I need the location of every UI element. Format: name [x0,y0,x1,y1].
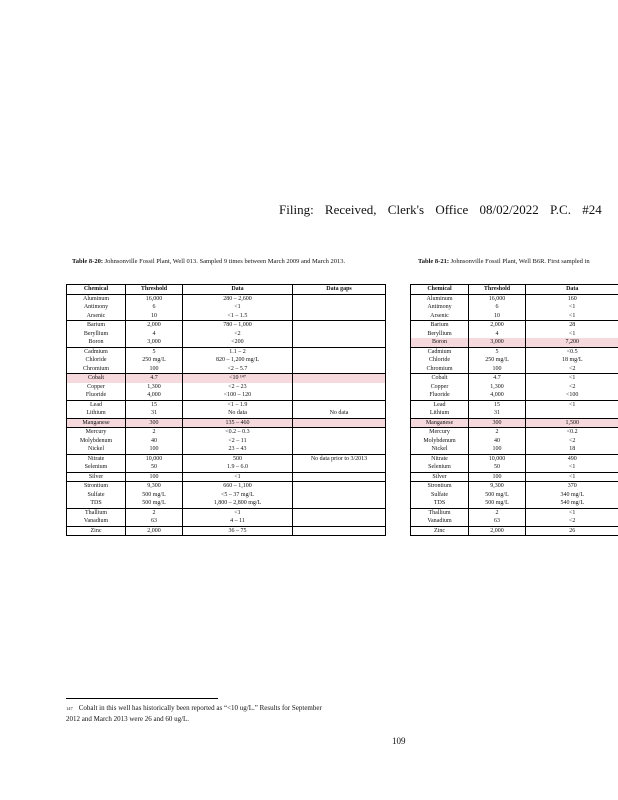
table2-caption-label: Table 8-21: [418,258,449,265]
table-row [411,463,618,472]
table-cell: <2 [183,330,293,339]
table-cell: Boron [67,338,126,347]
table-cell: <1 [183,303,293,312]
table-row [67,445,386,454]
table-cell: <2 – 5.7 [183,365,293,374]
table-row [411,418,618,428]
table-cell [293,472,386,482]
table-cell: 36 – 75 [183,526,293,536]
table-cell: 2 [126,508,183,517]
table-row [67,482,386,491]
table-cell: 100 [469,445,526,454]
table-cell: Sulfate [411,491,469,500]
table-cell: 1.9 – 6.0 [183,463,293,472]
table-cell: No data [293,409,386,418]
table1-caption-text: Johnsonville Fossil Plant, Well 013. Sampled 9 times between March 2009 and March 2013. [104,258,346,265]
table-cell [293,321,386,330]
table-cell: 500 mg/L [469,499,526,508]
col-header: Threshold [126,285,183,295]
table-cell: 6 [126,303,183,312]
col-header: Data [526,285,618,295]
table-cell: Zinc [67,526,126,536]
table-row [411,428,618,437]
table-row [411,330,618,339]
table-cell: Aluminum [411,294,469,303]
table-cell [293,445,386,454]
table-row [411,517,618,526]
table-cell: 500 [183,454,293,463]
table-cell: 4,000 [126,391,183,400]
table-cell: <0.2 [526,428,618,437]
col-header: Data gaps [293,285,386,295]
table-cell: 9,300 [126,482,183,491]
table-cell: <1 [569,312,576,319]
table-cell: Vanadium [67,517,126,526]
table-cell: 4 [126,330,183,339]
table-row [67,428,386,437]
table-row [67,383,386,392]
table-cell: 9,300 [469,482,526,491]
table-cell: No data [183,409,293,418]
table-cell: <1 [526,400,618,409]
footnote-divider [66,698,218,699]
table-cell [293,312,386,321]
col-header: Data [183,285,293,295]
table-cell [293,491,386,500]
table-cell: Cobalt [67,374,126,383]
table-cell [293,463,386,472]
table-cell: 4.7 [126,374,183,383]
table-cell: 780 – 1,000 [183,321,293,330]
table-cell: Arsenic [411,312,469,321]
col-header: Chemical [411,285,469,295]
table-cell: 26 [526,526,618,536]
table-row [67,508,386,517]
footnote-line-1: Cobalt in this well has historically been reported as “<10 ug/L.” Results for September [78,704,322,712]
table-cell: 340 mg/L [560,491,584,498]
table-cell: Beryllium [67,330,126,339]
table-cell: 280 – 2,600 [183,294,293,303]
table-row [411,491,618,500]
filing-stamp: Filing: Received, Clerk's Office 08/02/2022 P.C. #24 [279,202,602,217]
table-cell: Barium [67,321,126,330]
table-cell: <200 [183,338,293,347]
table-cell: <2 – 11 [183,437,293,446]
table-cell: Nickel [67,445,126,454]
table-cell [293,437,386,446]
table-row [67,294,386,303]
table-row [67,463,386,472]
table-row [67,391,386,400]
table-row [411,445,618,454]
table-row [411,303,618,312]
table-cell: Arsenic [67,312,126,321]
table-cell: TDS [411,499,469,508]
table-cell: 2 [469,428,526,437]
table-cell: 18 mg/L [562,357,583,363]
table-cell: 2 [126,428,183,437]
table-row [67,338,386,347]
table-cell: <100 – 120 [183,391,293,400]
table-cell: Cadmium [67,347,126,356]
table-cell: Manganese [411,418,469,428]
table-cell: 10 [469,312,526,321]
table-cell: <2 [569,437,576,444]
table-cell: Selenium [67,463,126,472]
table-cell: <1 [183,472,293,482]
table-cell: 6 [469,303,526,312]
table-cell: Chloride [67,356,126,365]
table-cell [293,356,386,365]
table-cell: Lithium [411,409,469,418]
table-cell [293,365,386,374]
table-cell: <1 – 1.5 [183,312,293,321]
table-cell: <1 [526,374,618,383]
table-cell: 1.1 – 2 [183,347,293,356]
table-row [67,400,386,409]
table-cell: 4.7 [469,374,526,383]
footnote-line-2: 2012 and March 2013 were 26 and 60 ug/L. [66,715,190,723]
table-cell: <1 [183,508,293,517]
table-cell: 250 mg/L [126,356,183,365]
table-row [67,409,386,418]
table1 [66,284,386,536]
table-cell: <1 [526,508,618,517]
table-cell: Thallium [67,508,126,517]
table-row [411,499,618,508]
table-cell: Selenium [411,463,469,472]
table-cell: Strontium [67,482,126,491]
table-cell [293,338,386,347]
table-cell: 16,000 [126,294,183,303]
table-row [67,472,386,482]
table-cell: 3,000 [126,338,183,347]
table-row [67,303,386,312]
table-cell: No data prior to 3/2013 [293,454,386,463]
table-cell: <5 – 37 mg/L [183,491,293,500]
col-header: Threshold [469,285,526,295]
table-row [411,409,618,418]
table-row [67,347,386,356]
table-cell: Copper [411,383,469,392]
table-cell: <1 [569,304,576,310]
table-cell: <1 – 1.9 [183,400,293,409]
table-cell: Mercury [67,428,126,437]
table-cell: 1,300 [469,383,526,392]
table-cell: 370 [526,482,618,491]
table-cell: 31 [469,409,526,418]
table-row [67,526,386,536]
table-cell: 2,000 [126,321,183,330]
table-cell: 300 [126,418,183,428]
table-cell: 660 – 1,100 [183,482,293,491]
table-row [67,418,386,428]
table-cell: Silver [411,472,469,482]
table-cell [293,428,386,437]
table2-caption-text: Johnsonville Fossil Plant, Well B6R. First sampled in [450,258,590,265]
table-cell: 2,000 [469,321,526,330]
table-cell: <0.2 – 0.3 [183,428,293,437]
table-row [411,472,618,482]
table-cell: 31 [126,409,183,418]
table-cell: 10,000 [126,454,183,463]
footnote-marker: 147 [66,706,73,711]
page-number: 109 [392,736,406,746]
table1-caption [72,257,375,266]
table-cell: 500 mg/L [126,499,183,508]
table-row [411,294,618,303]
table-row [411,338,618,347]
table-cell [293,482,386,491]
table-cell [293,517,386,526]
table-row [411,526,618,536]
table-cell: <2 [569,383,576,390]
table-cell [293,526,386,536]
table-cell: Lead [67,400,126,409]
table-cell: <1 [569,330,576,337]
table-row [411,321,618,330]
table-cell: <1 [569,464,576,470]
table-row [411,383,618,392]
table-cell: Thallium [411,508,469,517]
table-cell: Lithium [67,409,126,418]
table-cell: 100 [469,472,526,482]
table-cell: Fluoride [67,391,126,400]
table-cell: Nitrate [411,454,469,463]
table-cell: 63 [126,517,183,526]
table-row [67,374,386,383]
table-cell: Nickel [411,445,469,454]
table-cell: 28 [526,321,618,330]
table-row [411,400,618,409]
table-cell: Cadmium [411,347,469,356]
table-cell: Antimony [67,303,126,312]
table-cell [293,418,386,428]
table1-caption-label: Table 8-20: [72,258,103,265]
table-cell: 16,000 [469,294,526,303]
table-cell: 300 [469,418,526,428]
table-cell: Sulfate [67,491,126,500]
table-cell: 100 [126,445,183,454]
table-row [411,365,618,374]
table-cell [293,294,386,303]
table-row [67,312,386,321]
table-cell: 18 [569,446,576,452]
table-cell: 15 [126,400,183,409]
table-row [411,508,618,517]
table-cell: Silver [67,472,126,482]
table-cell: Zinc [411,526,469,536]
table-row [67,491,386,500]
table-cell: 63 [469,517,526,526]
table-cell: Antimony [411,303,469,312]
table-cell: Aluminum [67,294,126,303]
table-cell: Chromium [411,365,469,374]
table-cell [293,374,386,383]
table-row [67,321,386,330]
table-cell: Copper [67,383,126,392]
table-row [411,391,618,400]
table-cell: 7,200 [526,338,618,347]
table-cell: 100 [469,365,526,374]
table-cell: 820 – 1,200 mg/L [183,356,293,365]
table-cell: <1 [526,472,618,482]
table-cell: Beryllium [411,330,469,339]
table-row [67,365,386,374]
table-cell: Cobalt [411,374,469,383]
table-cell: 100 [126,472,183,482]
table-cell: <10 ¹⁴⁷ [183,374,293,383]
table-cell: 15 [469,400,526,409]
table-cell: 490 [526,454,618,463]
table-cell: Chloride [411,356,469,365]
table-row [67,499,386,508]
table-cell: <2 – 23 [183,383,293,392]
table-cell: 160 [567,295,577,302]
table-cell: 1,500 [526,418,618,428]
table-row [67,454,386,463]
table-cell: Molybdenum [67,437,126,446]
table-row [67,517,386,526]
table-cell [293,508,386,517]
table-cell: Mercury [411,428,469,437]
table-row [67,330,386,339]
table-cell: Nitrate [67,454,126,463]
table-cell: <100 [566,392,579,398]
table-row [411,374,618,383]
table-cell: TDS [67,499,126,508]
table-cell: Chromium [67,365,126,374]
table-cell: 4 – 11 [183,517,293,526]
table-cell: Vanadium [411,517,469,526]
table-cell [293,303,386,312]
table2-header-row [411,285,618,295]
table-cell: <2 [569,365,576,372]
table-cell: 40 [469,437,526,446]
table-cell: 50 [126,463,183,472]
table-cell: 23 – 43 [183,445,293,454]
table-row [411,347,618,356]
table-cell [293,347,386,356]
table-row [67,437,386,446]
table-row [411,482,618,491]
table-cell: Lead [411,400,469,409]
table-cell: Barium [411,321,469,330]
table-cell [293,391,386,400]
table-cell: 50 [469,463,526,472]
table-cell: 5 [126,347,183,356]
table-row [411,454,618,463]
table-cell: 500 mg/L [469,491,526,500]
table-cell: 1,800 – 2,800 mg/L [183,499,293,508]
table-cell: <2 [569,518,576,524]
table-cell: 4,000 [469,391,526,400]
table-cell [526,409,618,418]
table-cell [293,383,386,392]
table2-caption [418,257,590,266]
table-cell: 10 [126,312,183,321]
table-cell: 2,000 [469,526,526,536]
table-cell: 135 – 460 [183,418,293,428]
footnote [66,703,322,725]
table-cell [293,330,386,339]
table-cell: 3,000 [469,338,526,347]
table2 [410,284,618,536]
table-cell: 250 mg/L [469,356,526,365]
table-cell: 10,000 [469,454,526,463]
table-row [411,356,618,365]
table-cell: 2 [469,508,526,517]
table-cell: Boron [411,338,469,347]
table-cell: Manganese [67,418,126,428]
table-row [411,437,618,446]
table-cell: 1,300 [126,383,183,392]
table-cell: 4 [469,330,526,339]
table-cell: Strontium [411,482,469,491]
table-cell: Molybdenum [411,437,469,446]
table-cell: Fluoride [411,391,469,400]
table-cell [293,400,386,409]
table-cell: 40 [126,437,183,446]
table-cell: 5 [469,347,526,356]
table-cell: 2,000 [126,526,183,536]
table-cell: 540 mg/L [560,500,584,506]
table-cell: <0.5 [526,347,618,356]
table-cell: 100 [126,365,183,374]
table1-header-row [67,285,386,295]
table-row [67,356,386,365]
col-header: Chemical [67,285,126,295]
table-row [411,312,618,321]
table-cell: 500 mg/L [126,491,183,500]
table-cell [293,499,386,508]
